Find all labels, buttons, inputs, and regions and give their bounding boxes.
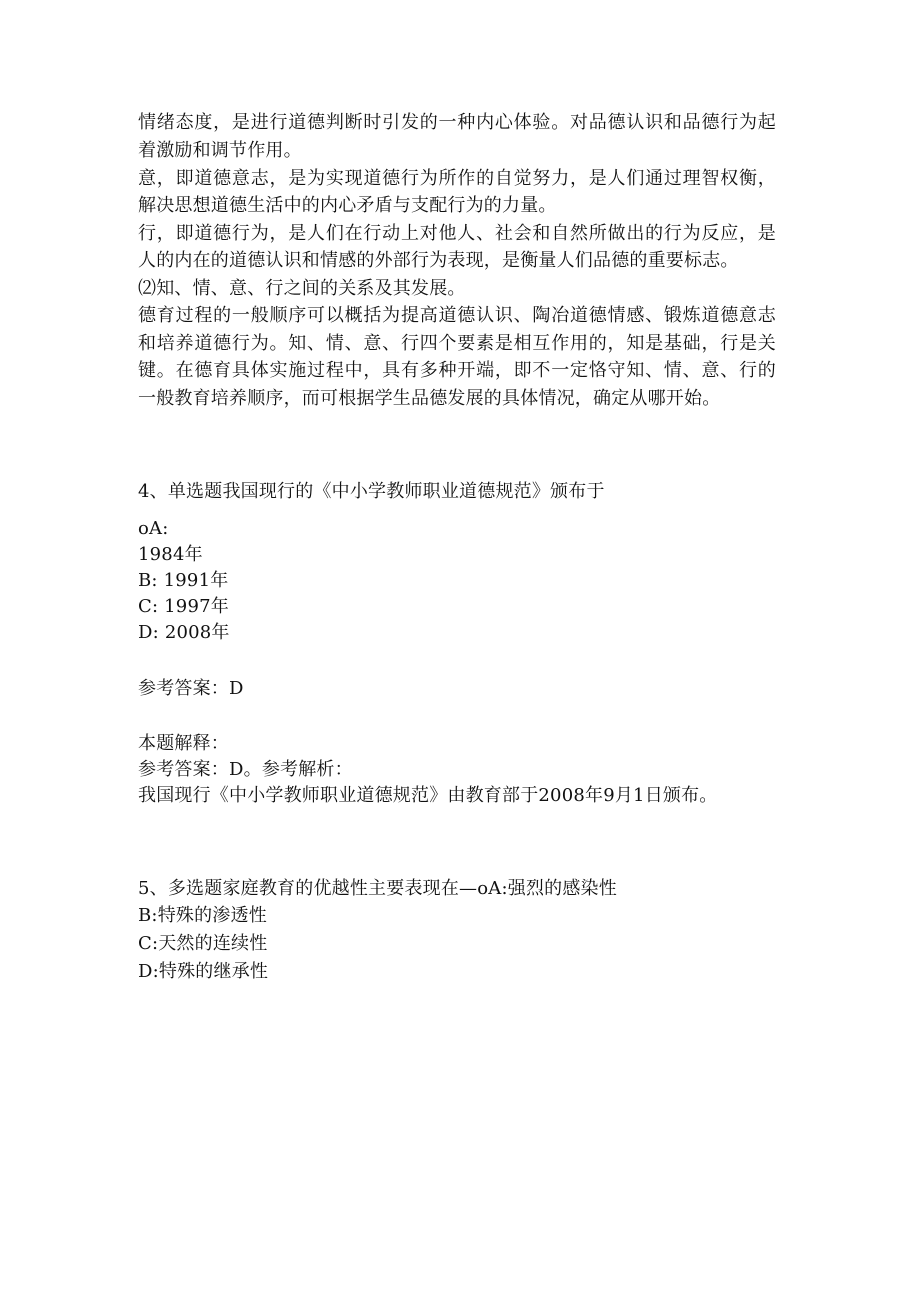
question-5-option-c: C:天然的连续性 <box>138 933 268 954</box>
paragraph-line: 行，即道德行为，是人们在行动上对他人、社会和自然所做出的行为反应，是 <box>138 223 776 244</box>
paragraph-line: 着激励和调节作用。 <box>138 140 302 161</box>
question-4-option-d: D: 2008年 <box>138 622 230 643</box>
paragraph-line: 意，即道德意志，是为实现道德行为所作的自觉努力，是人们通过理智权衡， <box>138 168 776 189</box>
question-4-answer: 参考答案：D <box>138 678 244 699</box>
paragraph-line: 一般教育培养顺序，而可根据学生品德发展的具体情况，确定从哪开始。 <box>138 388 721 409</box>
question-4-explanation-line: 我国现行《中小学教师职业道德规范》由教育部于2008年9月1日颁布。 <box>138 785 718 806</box>
question-5-option-d: D:特殊的继承性 <box>138 961 269 982</box>
question-4-explanation-title: 本题解释： <box>138 733 229 754</box>
question-5-option-b: B:特殊的渗透性 <box>138 905 267 926</box>
paragraph-line: 键。在德育具体实施过程中，具有多种开端，即不一定恪守知、情、意、行的 <box>138 360 776 381</box>
paragraph-line: 德育过程的一般顺序可以概括为提高道德认识、陶冶道德情感、锻炼道德意志 <box>138 305 776 326</box>
question-4-stem: 4、单选题我国现行的《中小学教师职业道德规范》颁布于 <box>138 481 605 502</box>
paragraph-line: 和培养道德行为。知、情、意、行四个要素是相互作用的，知是基础，行是关 <box>138 333 776 354</box>
paragraph-line: 人的内在的道德认识和情感的外部行为表现，是衡量人们品德的重要标志。 <box>138 250 739 271</box>
subheading-line: ⑵知、情、意、行之间的关系及其发展。 <box>138 278 466 299</box>
question-5-stem: 5、多选题家庭教育的优越性主要表现在—oA:强烈的感染性 <box>138 878 617 899</box>
paragraph-line: 情绪态度，是进行道德判断时引发的一种内心体验。对品德认识和品德行为起 <box>138 112 776 133</box>
question-4-option-b: B: 1991年 <box>138 570 229 591</box>
question-4-option-a-value: 1984年 <box>138 544 203 565</box>
paragraph-line: 解决思想道德生活中的内心矛盾与支配行为的力量。 <box>138 195 557 216</box>
question-4-option-a-label: oA: <box>138 518 169 539</box>
question-4-option-c: C: 1997年 <box>138 596 229 617</box>
question-4-explanation-line: 参考答案：D。参考解析： <box>138 759 353 780</box>
